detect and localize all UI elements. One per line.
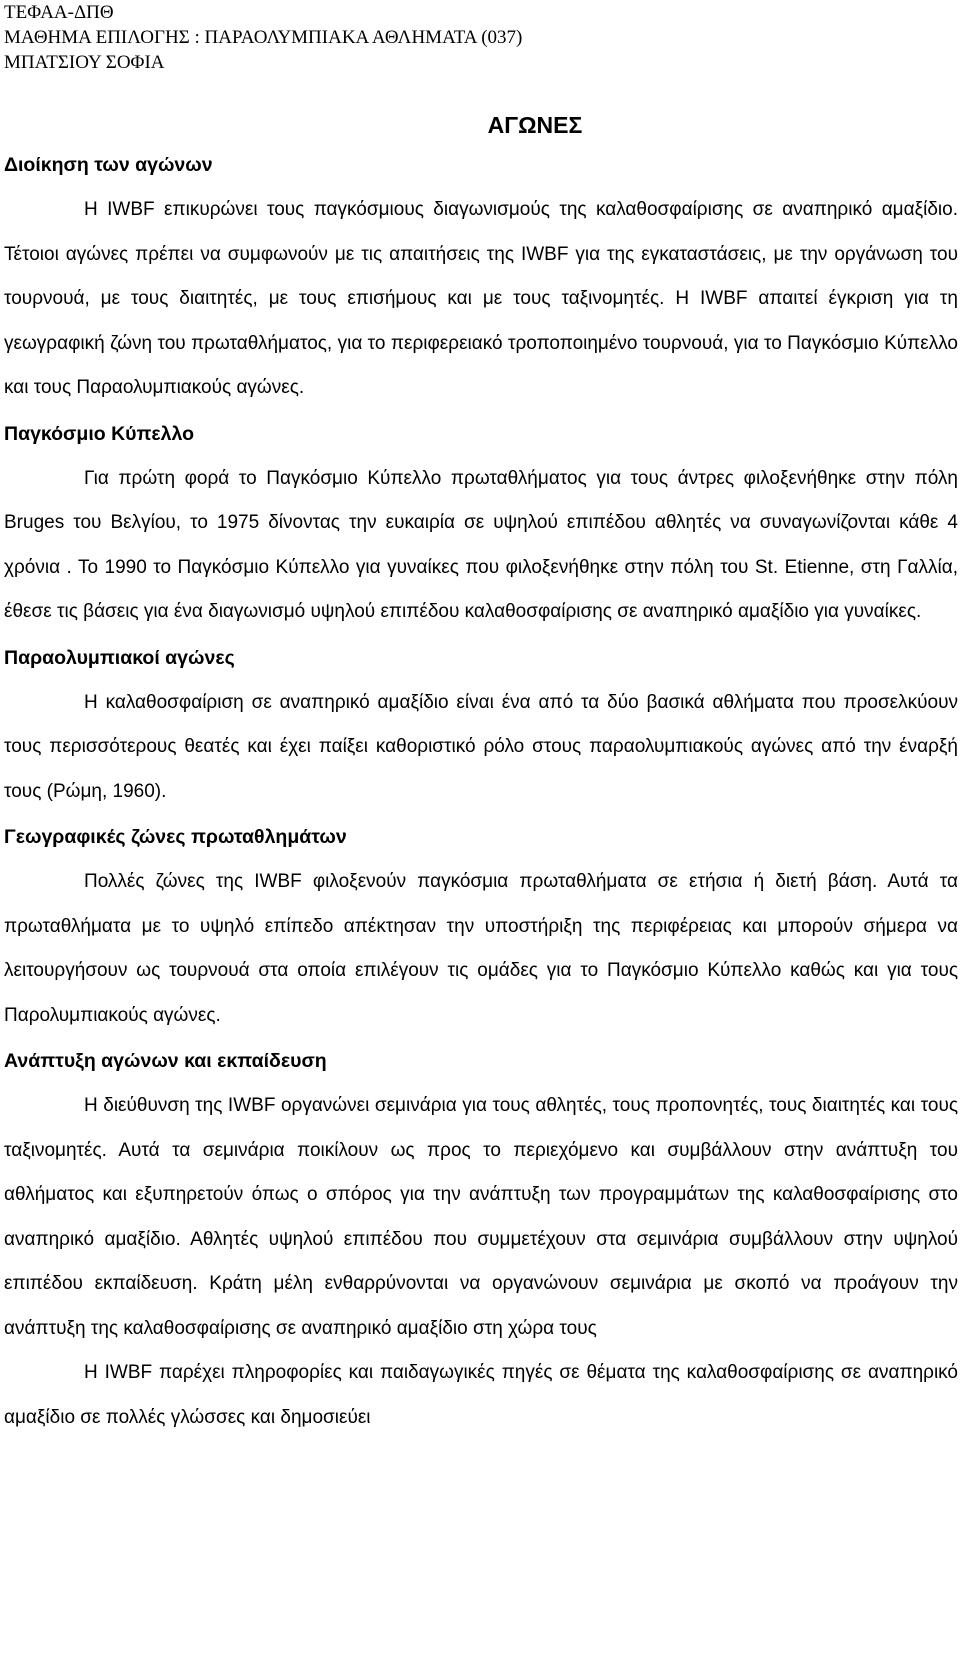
section-heading-world-cup: Παγκόσμιο Κύπελλο bbox=[4, 422, 195, 445]
header-course: ΜΑΘΗΜΑ ΕΠΙΛΟΓΗΣ : ΠΑΡΑΟΛΥΜΠΙΑΚΑ ΑΘΛΗΜΑΤΑ (037) bbox=[4, 27, 523, 48]
section-heading-zones: Γεωγραφικές ζώνες πρωταθλημάτων bbox=[4, 826, 347, 848]
document-header bbox=[4, 0, 944, 75]
header-author: ΜΠΑΤΣΙΟΥ ΣΟΦΙΑ bbox=[4, 52, 165, 73]
paragraph-zones: Πολλές ζώνες της IWBF φιλοξενούν παγκόσμια πρωταθλήματα σε ετήσια ή διετή βάση. Αυτά τα πρωταθλήματα με το υψηλό επίπεδο απέκτησαν την υποστήριξη της περιφέρειας και μπορούν σήμερα να λειτουργήσουν ως τουρνουά στα οποία επιλέγουν τις ομάδες για το Παγκόσμιο Κύπελλο καθώς και για τους Παρολυμπιακούς αγώνες. bbox=[4, 871, 958, 1026]
paragraph-development-1: Η διεύθυνση της IWBF οργανώνει σεμινάρια για τους αθλητές, τους προπονητές, τους διαιτητές και τους ταξινομητές. Αυτά τα σεμινάρια ποικίλουν ως προς το περιεχόμενο και συμβάλλουν στην ανάπτυξη του αθλήματος και εξυπηρετούν όπως ο σπόρος για την ανάπτυξη των προγραμμάτων της καλαθοσφαίρισης στο αναπηρικό αμαξίδιο. Αθλητές υψηλού επιπέδου που συμμετέχουν στα σεμινάρια συμβάλλουν στην υψηλού επιπέδου εκπαίδευση. Κράτη μέλη ενθαρρύνονται να οργανώνουν σεμινάρια με σκοπό να προάγουν την ανάπτυξη της καλαθοσφαίρισης σε αναπηρικό αμαξίδιο στη χώρα τους bbox=[4, 1095, 958, 1339]
paragraph-development-2: Η IWBF παρέχει πληροφορίες και παιδαγωγικές πηγές σε θέματα της καλαθοσφαίρισης σε αναπηρικό αμαξίδιο σε πολλές γλώσσες και δημοσιεύει bbox=[4, 1362, 958, 1428]
paragraph-world-cup: Για πρώτη φορά το Παγκόσμιο Κύπελλο πρωταθλήματος για τους άντρες φιλοξενήθηκε στην πόλη Bruges του Βελγίου, το 1975 δίνοντας την ευκαιρία σε υψηλού επιπέδου αθλητές να συναγωνίζονται κάθε 4 χρόνια . Το 1990 το Παγκόσμιο Κύπελλο για γυναίκες που φιλοξενήθηκε στην πόλη του St. Etienne, στη Γαλλία, έθεσε τις βάσεις για ένα διαγωνισμό υψηλού επιπέδου καλαθοσφαίρισης σε αναπηρικό αμαξίδιο για γυναίκες. bbox=[4, 467, 958, 622]
section-heading-administration: Διοίκηση των αγώνων bbox=[4, 154, 213, 176]
paragraph-paralympics: Η καλαθοσφαίριση σε αναπηρικό αμαξίδιο είναι ένα από τα δύο βασικά αθλήματα που προσελκύουν τους περισσότερους θεατές και έχει παίξει καθοριστικό ρόλο στους παραολυμπιακούς αγώνες από την έναρξή τους (Ρώμη, 1960). bbox=[4, 691, 958, 802]
section-heading-paralympics: Παραολυμπιακοί αγώνες bbox=[4, 646, 235, 669]
document-title: ΑΓΩΝΕΣ bbox=[487, 112, 583, 138]
header-institution: ΤΕΦΑΑ-ΔΠΘ bbox=[4, 2, 114, 23]
section-heading-development: Ανάπτυξη αγώνων και εκπαίδευση bbox=[4, 1050, 327, 1072]
document-body bbox=[4, 142, 958, 1440]
paragraph-administration: Η IWBF επικυρώνει τους παγκόσμιους διαγωνισμούς της καλαθοσφαίρισης σε αναπηρικό αμαξίδιο. Τέτοιοι αγώνες πρέπει να συμφωνούν με τις απαιτήσεις της IWBF για της εγκαταστάσεις, με την οργάνωση του τουρνουά, με τους διαιτητές, με τους επισήμους και με τους ταξινομητές. Η IWBF απαιτεί έγκριση για τη γεωγραφική ζώνη του πρωταθλήματος, για το περιφερειακό τροποποιημένο τουρνουά, για το Παγκόσμιο Κύπελλο και τους Παραολυμπιακούς αγώνες. bbox=[4, 199, 958, 398]
